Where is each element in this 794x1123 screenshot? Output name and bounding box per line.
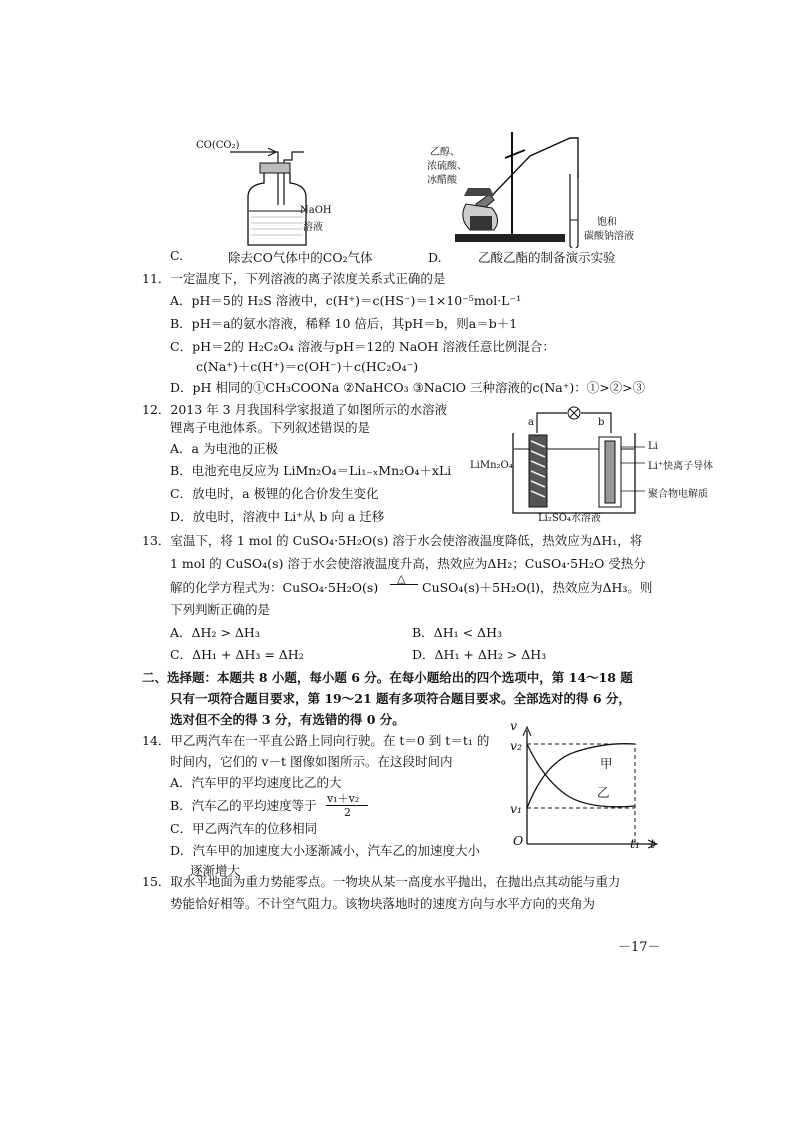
q13-line2: 1 mol 的 CuSO₄(s) 溶于水会使溶液温度升高，热效应为ΔH₂；CuSO₄·5H₂O 受热分 — [170, 556, 646, 571]
battery-label-conductor: Li⁺快离子导体 — [648, 461, 714, 472]
q13-option-d: D．ΔH₁ + ΔH₂ > ΔH₃ — [412, 647, 547, 662]
q13-option-a: A．ΔH₂ > ΔH₃ — [170, 625, 260, 640]
battery-label-electrolyte: 聚合物电解质 — [648, 489, 708, 500]
q15-line1: 15．取水平地面为重力势能零点。一物块从某一高度水平抛出，在抛出点其动能与重力 — [142, 874, 621, 889]
q13-line3-part1: 解的化学方程式为：CuSO₄·5H₂O(s) — [170, 580, 379, 595]
graph-v1-label: v₁ — [510, 801, 523, 816]
battery-label-solution: Li₂SO₄水溶液 — [538, 513, 601, 524]
q14-line1: 14．甲乙两汽车在一平直公路上同向行驶。在 t＝0 到 t＝t₁ 的 — [142, 733, 490, 748]
q12-option-c: C．放电时，a 极锂的化合价发生变化 — [170, 486, 379, 501]
q13-option-b: B．ΔH₁ < ΔH₃ — [412, 625, 502, 640]
graph-v-label: v — [510, 718, 518, 733]
figc-letter: C. — [170, 248, 184, 263]
q12-option-d: D．放电时，溶液中 Li⁺从 b 向 a 迁移 — [170, 509, 385, 524]
equation-arrow — [390, 584, 418, 585]
q14-option-d-line2: 逐渐增大 — [190, 863, 241, 878]
q13-line3-part2: CuSO₄(s)＋5H₂O(l)，热效应为ΔH₃。则 — [422, 580, 653, 595]
q14-option-b: B．汽车乙的平均速度等于 — [170, 798, 317, 813]
q11-option-c-line2: c(Na⁺)＋c(H⁺)＝c(OH⁻)＋c(HC₂O₄⁻) — [196, 359, 419, 374]
q11-option-c: C．pH＝2的 H₂C₂O₄ 溶液与pH＝12的 NaOH 溶液任意比例混合： — [170, 339, 555, 354]
q11-option-a: A．pH＝5的 H₂S 溶液中，c(H⁺)＝c(HS⁻)＝1×10⁻⁵mol·L⁻¹ — [170, 293, 522, 308]
figd-reagent-3: 冰醋酸 — [427, 175, 457, 186]
q12-option-a: A．a 为电池的正极 — [170, 441, 278, 456]
battery-label-b: b — [598, 417, 605, 428]
graph-v2-label: v₂ — [510, 738, 523, 753]
q11-option-b: B．pH＝a的氨水溶液，稀释 10 倍后，其pH＝b，则a＝b＋1 — [170, 316, 518, 331]
q14-option-c: C．甲乙两汽车的位移相同 — [170, 821, 318, 836]
section2-line1: 二、选择题：本题共 8 小题，每小题 6 分。在每小题给出的四个选项中，第 14～18 题 — [142, 670, 633, 685]
graph-t1-label: t₁ — [630, 836, 641, 851]
q14-line2: 时间内，它们的 v－t 图像如图所示。在这段时间内 — [170, 754, 453, 769]
q14-fraction-denominator: 2 — [344, 806, 351, 819]
figd-reagent-1: 乙醇、 — [430, 147, 460, 158]
battery-label-limn2o4: LiMn₂O₄ — [470, 460, 513, 471]
figc-caption: 除去CO气体中的CO₂气体 — [228, 250, 373, 265]
battery-label-li: Li — [648, 441, 658, 452]
graph-yi-label: 乙 — [597, 785, 610, 800]
heat-triangle-icon: △ — [397, 572, 406, 585]
section2-line3: 选对但不全的得 3 分，有选错的得 0 分。 — [170, 712, 405, 727]
q15-line2: 势能恰好相等。不计空气阻力。该物块落地时的速度方向与水平方向的夹角为 — [170, 896, 596, 911]
vt-graph-drawing — [505, 722, 665, 852]
figd-reagent-2: 浓硫酸、 — [427, 161, 467, 172]
q13-line4: 下列判断正确的是 — [170, 602, 271, 617]
q12-option-b: B．电池充电反应为 LiMn₂O₄＝Li₁₋ₓMn₂O₄＋xLi — [170, 463, 452, 478]
figc-sol-label1: NaOH — [300, 205, 332, 216]
q11-option-d: D．pH 相同的①CH₃COONa ②NaHCO₃ ③NaClO 三种溶液的c(Na⁺)：①>②>③ — [170, 380, 646, 395]
figd-caption: 乙酸乙酯的制备演示实验 — [478, 250, 616, 265]
figc-sol-label2: 溶液 — [303, 222, 323, 233]
graph-jia-label: 甲 — [600, 756, 613, 771]
graph-origin-label: O — [513, 833, 524, 848]
graph-t-label: t — [650, 836, 656, 851]
figd-letter: D. — [428, 250, 442, 265]
battery-label-a: a — [528, 417, 534, 428]
q14-fraction-numerator: v₁＋v₂ — [327, 792, 360, 805]
figd-solution-2: 碳酸钠溶液 — [584, 231, 634, 242]
figd-solution-1: 饱和 — [597, 217, 617, 228]
q11-stem: 11．一定温度下，下列溶液的离子浓度关系式正确的是 — [142, 271, 446, 286]
ester-apparatus-drawing — [450, 128, 590, 248]
q12-stem-line2: 锂离子电池体系。下列叙述错误的是 — [170, 420, 371, 435]
q13-option-c: C．ΔH₁ + ΔH₃ = ΔH₂ — [170, 647, 304, 662]
figc-gas-label: CO(CO₂) — [196, 140, 240, 151]
q14-option-a: A．汽车甲的平均速度比乙的大 — [170, 775, 342, 790]
q12-stem-line1: 12．2013 年 3 月我国科学家报道了如图所示的水溶液 — [142, 402, 448, 417]
q14-option-d-line1: D．汽车甲的加速度大小逐渐减小，汽车乙的加速度大小 — [170, 843, 481, 858]
q13-line1: 13．室温下，将 1 mol 的 CuSO₄·5H₂O(s) 溶于水会使溶液温度降低，热效应为ΔH₁，将 — [142, 533, 643, 548]
page-number: －17－ — [618, 940, 661, 955]
section2-line2: 只有一项符合题目要求，第 19～21 题有多项符合题目要求。全部选对的得 6 分， — [170, 691, 631, 706]
gas-washing-bottle-drawing — [230, 145, 310, 250]
